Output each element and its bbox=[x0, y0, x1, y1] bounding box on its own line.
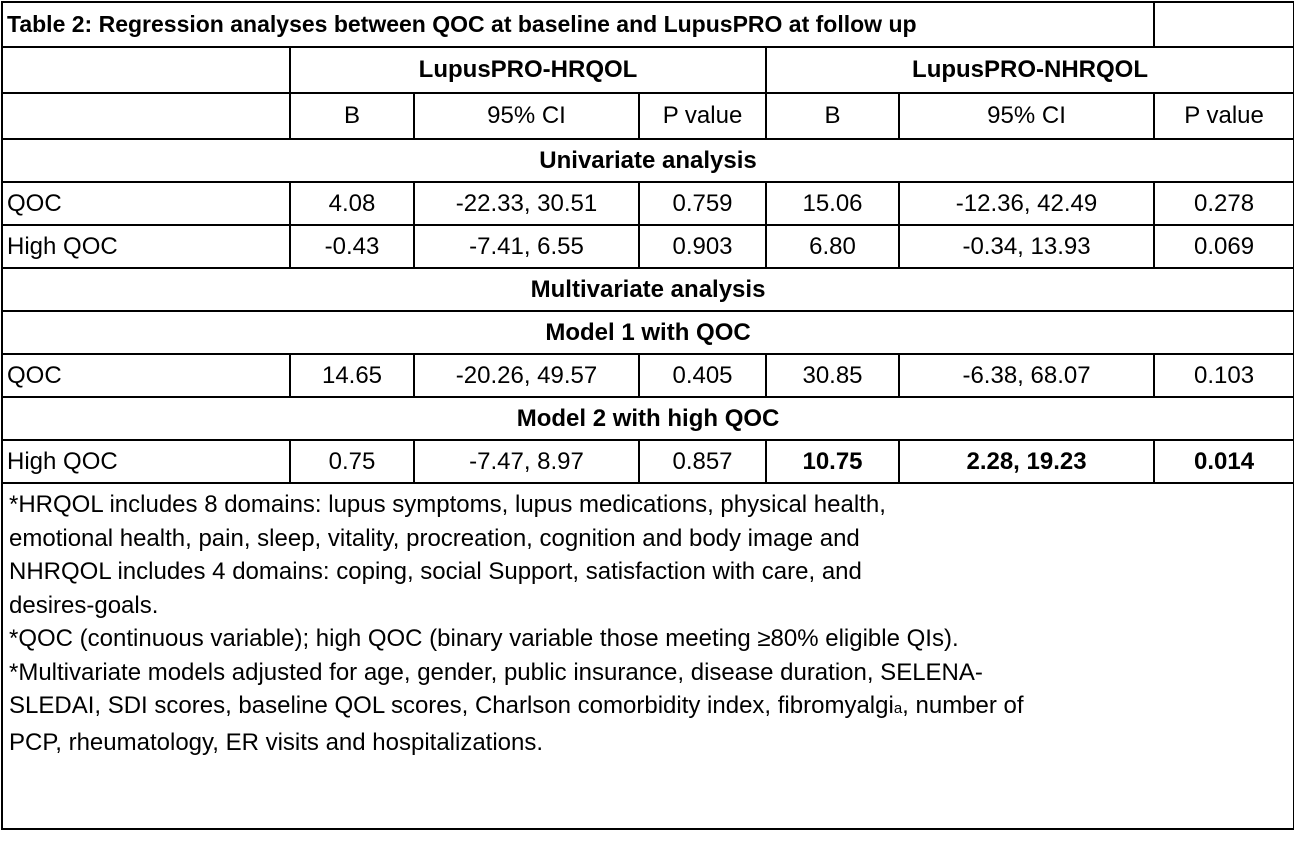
footnote-line bbox=[9, 689, 1287, 726]
group-header-hrqol: LupusPRO-HRQOL bbox=[290, 47, 766, 93]
regression-table bbox=[1, 1, 1294, 830]
cell: 0.278 bbox=[1154, 182, 1294, 225]
cell: -20.26, 49.57 bbox=[414, 354, 639, 397]
cell: -0.34, 13.93 bbox=[899, 225, 1154, 268]
table-footnotes bbox=[2, 483, 1294, 829]
cell: 0.405 bbox=[639, 354, 766, 397]
cell: -0.43 bbox=[290, 225, 414, 268]
cell: 15.06 bbox=[766, 182, 899, 225]
footnote-line: PCP, rheumatology, ER visits and hospitalizations. bbox=[9, 728, 544, 756]
section-header: Univariate analysis bbox=[2, 139, 1294, 182]
row-label: High QOC bbox=[2, 225, 290, 268]
cell-significant: 2.28, 19.23 bbox=[899, 440, 1154, 483]
footnote-line: *Multivariate models adjusted for age, gender, public insurance, disease duration, SELENA- bbox=[9, 658, 983, 686]
row-label: High QOC bbox=[2, 440, 290, 483]
footnote-line: emotional health, pain, sleep, vitality, procreation, cognition and body image and bbox=[9, 524, 860, 552]
column-header: 95% CI bbox=[899, 93, 1154, 139]
cell: 0.75 bbox=[290, 440, 414, 483]
cell: 30.85 bbox=[766, 354, 899, 397]
cell-significant: 10.75 bbox=[766, 440, 899, 483]
column-header: B bbox=[766, 93, 899, 139]
cell: -6.38, 68.07 bbox=[899, 354, 1154, 397]
cell: 0.069 bbox=[1154, 225, 1294, 268]
column-header: B bbox=[290, 93, 414, 139]
footnote-line: *HRQOL includes 8 domains: lupus symptoms, lupus medications, physical health, bbox=[9, 491, 886, 518]
cell: 4.08 bbox=[290, 182, 414, 225]
row-label: QOC bbox=[2, 182, 290, 225]
cell: 14.65 bbox=[290, 354, 414, 397]
empty-cell bbox=[1154, 2, 1294, 47]
table-row bbox=[2, 440, 1294, 483]
empty-cell bbox=[2, 93, 290, 139]
cell: -7.47, 8.97 bbox=[414, 440, 639, 483]
table-row bbox=[2, 354, 1294, 397]
group-header-nhrqol: LupusPRO-NHRQOL bbox=[766, 47, 1294, 93]
cell: -7.41, 6.55 bbox=[414, 225, 639, 268]
cell: 0.857 bbox=[639, 440, 766, 483]
table-row bbox=[2, 182, 1294, 225]
section-header: Multivariate analysis bbox=[2, 268, 1294, 311]
cell: -12.36, 42.49 bbox=[899, 182, 1154, 225]
footnote-text: , number of bbox=[902, 692, 1024, 719]
footnote-text: SLEDAI, SDI scores, baseline QOL scores, Charlson comorbidity index, fibromyalgi bbox=[9, 692, 894, 719]
footnote-subscript: a bbox=[893, 700, 903, 717]
cell: 0.103 bbox=[1154, 354, 1294, 397]
cell: -22.33, 30.51 bbox=[414, 182, 639, 225]
table-title: Table 2: Regression analyses between QOC at baseline and LupusPRO at follow up bbox=[2, 2, 1154, 47]
footnote-line: NHRQOL includes 4 domains: coping, social Support, satisfaction with care, and bbox=[9, 558, 862, 585]
cell: 0.759 bbox=[639, 182, 766, 225]
cell-significant: 0.014 bbox=[1154, 440, 1294, 483]
footnote-line: *QOC (continuous variable); high QOC (binary variable those meeting ≥80% eligible QIs). bbox=[9, 625, 959, 652]
section-header: Model 1 with QOC bbox=[2, 311, 1294, 354]
footnote-line: desires-goals. bbox=[9, 591, 159, 619]
section-header: Model 2 with high QOC bbox=[2, 397, 1294, 440]
row-label: QOC bbox=[2, 354, 290, 397]
column-header: 95% CI bbox=[414, 93, 639, 139]
cell: 0.903 bbox=[639, 225, 766, 268]
column-header: P value bbox=[639, 93, 766, 139]
empty-cell bbox=[2, 47, 290, 93]
column-header: P value bbox=[1154, 93, 1294, 139]
cell: 6.80 bbox=[766, 225, 899, 268]
table-row bbox=[2, 225, 1294, 268]
